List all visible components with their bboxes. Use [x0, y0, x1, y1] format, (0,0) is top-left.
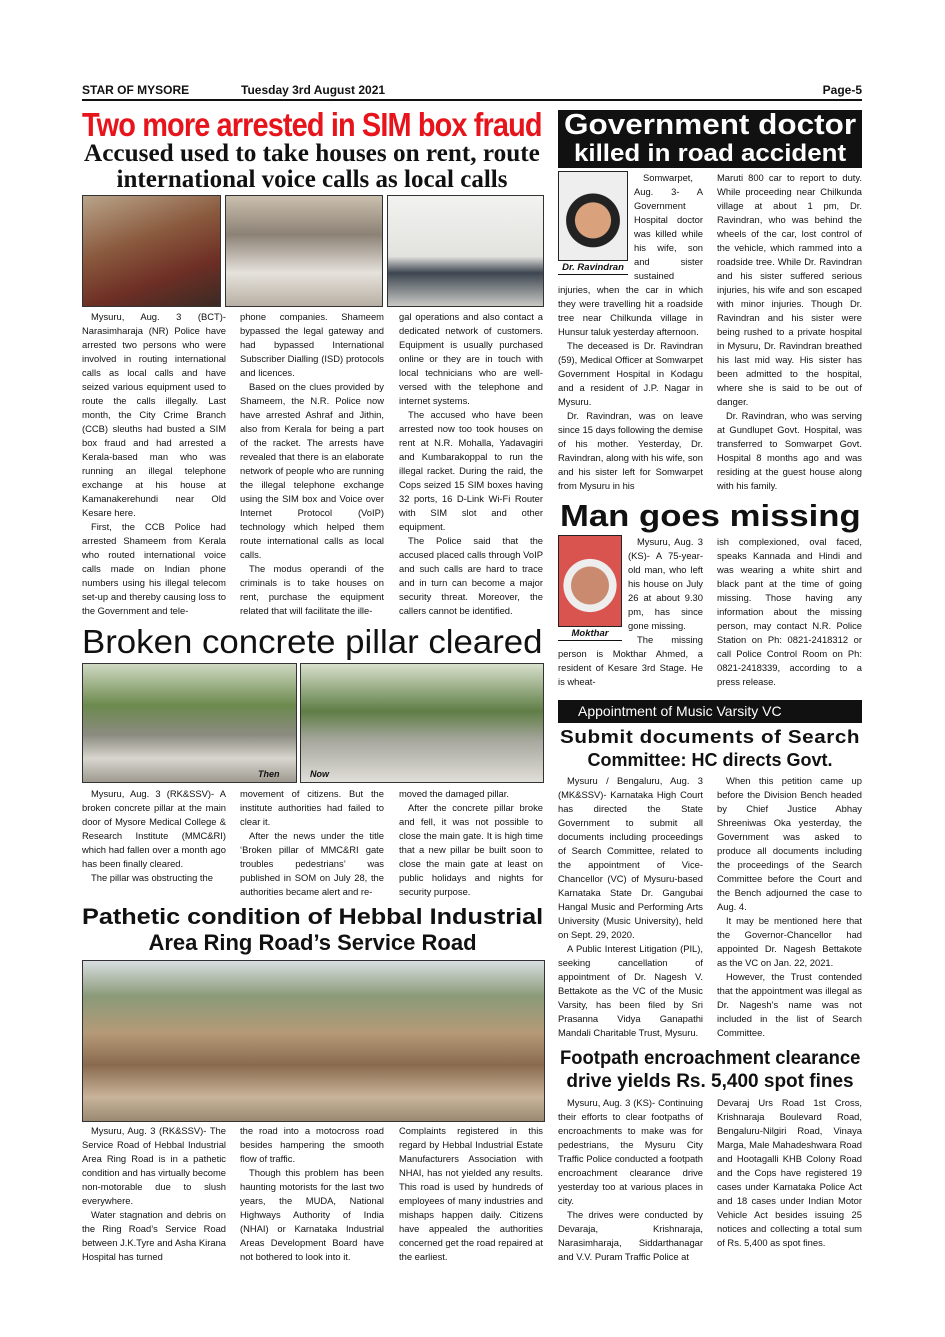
paragraph: Mysuru, Aug. 3 (RK&SSV)- A broken concrete pillar at the main door of Mysore Medical College & Research Institute (MMC&RI) which had fallen over a month ago has been finally cleared.: [82, 788, 226, 869]
paragraph: Dr. Ravindran, who was serving at Gundlupet Govt. Hospital, was transferred to Somwarpet Govt. Hospital 8 months ago and was residing at the guest house along with his family.: [717, 410, 862, 491]
paragraph: Complaints registered in this regard by Hebbal Industrial Estate Manufacturers Association with NHAI, has not yielded any results. This road is used by hundreds of employees of many industries and mishaps happen daily. Citizens have appealed the authorities concerned get the road repaired at the earliest.: [399, 1125, 543, 1262]
hebbal-road-photo: [82, 960, 545, 1122]
hebbal-col-1: [82, 1124, 226, 1266]
sim-equipment-photo-2: [225, 195, 383, 307]
pillar-headline: [82, 623, 543, 661]
sim-headline: [82, 106, 542, 142]
vc-kicker: Appointment of Music Varsity VC: [558, 700, 862, 723]
missing-headline: [560, 498, 861, 532]
pillar-col-1: [82, 787, 226, 899]
vc-col-2: [717, 774, 862, 1044]
paragraph: Mysuru / Bengaluru, Aug. 3 (MK&SSV)- Karnataka High Court has directed the State Government to submit all documents including proceedings of Search Committee, related to the appointment of Vice-Chancellor (VC) of Mysuru-based Karnataka State Dr. Gangubai Hangal Music and Performing Arts University (Music University), held on Sept. 29, 2020.: [558, 775, 703, 940]
paragraph: The drives were conducted by Devaraja, Krishnaraja, Narasimharaja, Siddarthanagar and V.V. Puram Traffic Police at: [558, 1209, 703, 1262]
paragraph: Maruti 800 car to report to duty. While proceeding near Chilkunda village at about 1 pm, Dr. Ravindran, who was behind the wheels of the car, lost control of the vehicle, which rammed into a roadside tree. While Dr. Ravindran and his sister suffered serious injuries, his wife and son escaped with minor injuries. Though Dr. Ravindran and his sister were being rushed to a private hospital in Mysuru, Dr. Ravindran breathed his last mid way. His sister has been admitted to the hospital, where she is said to be out of danger.: [717, 172, 862, 407]
paragraph: The deceased is Dr. Ravindran (59), Medical Officer at Somwarpet Government Hospital in Kodagu and a resident of J.P. Nagar in Mysuru.: [558, 340, 703, 407]
paragraph: The Police said that the accused placed calls through VoIP and such calls are hard to trace and in turn can become a major security threat. Moreover, the callers cannot be identified.: [399, 535, 543, 616]
sim-equipment-photo-3: [387, 195, 544, 307]
missing-col-1: [558, 535, 703, 691]
missing-photo-caption: Mokthar: [558, 628, 622, 641]
paper-name: STAR OF MYSORE: [82, 83, 190, 97]
paragraph: Mysuru, Aug. 3 (KS)- A 75-year-old man, who left his house on July 26 at about 9.30 pm, has since gone missing.: [628, 536, 703, 631]
paragraph: Based on the clues provided by Shameem, the N.R. Police now have arrested Ashraf and Jithin, also from Kerala for being a part of the racket. The arrests have revealed that there is an elaborate network of people who are running the illegal telephone exchange using the SIM box and Voice over Internet Protocol (VoIP) technology which helped them route international calls as local calls.: [240, 381, 384, 560]
sim-subhead-1: [84, 140, 540, 166]
vc-headline-2: Committee: HC directs Govt.: [587, 750, 833, 770]
hebbal-headline-1: [82, 904, 543, 930]
paragraph: The missing person is Mokthar Ahmed, a resident of Kesare 3rd Stage. He is wheat-: [558, 634, 703, 687]
footpath-col-1: [558, 1096, 703, 1268]
paragraph: The accused who have been arrested now too took houses on rent at N.R. Mohalla, Yadavagiri and Kumbarakoppal to run the illegal racket. During the raid, the Cops seized 15 SIM boxes having 32 ports, 16 D-Link Wi-Fi Router with SIM slot and other equipment.: [399, 409, 543, 532]
masthead-rule: [82, 99, 862, 101]
doctor-col-1: [558, 171, 703, 493]
hebbal-col-2: [240, 1124, 384, 1266]
paragraph: The modus operandi of the criminals is to take houses on rent, purchase the equipment related that will facilitate the ille-: [240, 563, 384, 616]
paragraph: Water stagnation and debris on the Ring Road’s Service Road between J.K.Tyre and Asha Kirana Hospital has turned: [82, 1209, 226, 1262]
missing-col-2: [717, 535, 862, 691]
paragraph: After the news under the title ‘Broken pillar of MMC&RI gate troubles pedestrians’ was published in SOM on July 28, the authorities became alert and re-: [240, 830, 384, 897]
paragraph: First, the CCB Police had arrested Shameem from Kerala who routed international voice calls made on Indian phone numbers using his illegal telecom set-up and thereby causing loss to the Government and tele-: [82, 521, 226, 616]
sim-subhead-2: international voice calls as local calls: [116, 166, 508, 193]
sim-col-3: [399, 310, 543, 620]
footpath-headline-line: Footpath encroachment clearance: [560, 1048, 861, 1069]
footpath-headline-2: drive yields Rs. 5,400 spot fines: [566, 1071, 854, 1092]
paragraph: moved the damaged pillar.: [399, 788, 509, 799]
photo-caption-then: Then: [258, 769, 280, 779]
pillar-col-2: [240, 787, 384, 899]
vc-headline-line: Submit documents of Search: [560, 727, 861, 747]
pillar-then-photo: [82, 663, 297, 783]
pillar-headline-text: Broken concrete pillar cleared: [82, 623, 543, 660]
paragraph: It may be mentioned here that the Governor-Chancellor had appointed Dr. Nagesh Bettakote as the VC on Jan. 22, 2021.: [717, 915, 862, 968]
sim-col-2: [240, 310, 384, 620]
missing-person-photo: [558, 535, 622, 627]
page-number: Page-5: [822, 83, 862, 97]
paragraph: Devaraj Urs Road 1st Cross, Krishnaraja Boulevard Road, Bengaluru-Nilgiri Road, Vinaya Marga, Male Mahadeshwara Road and Hootagalli KHB Colony Road and the Cops have registered 19 cases under Karnataka Police Act and 18 cases under Indian Motor Vehicle Act besides issuing 25 notices and collecting a total sum of Rs. 5,400 as spot fines.: [717, 1097, 862, 1248]
paragraph: gal operations and also contact a dedicated network of customers. Equipment is usually purchased online or they are in touch with local technicians who are well-versed with the telephone and internet systems.: [399, 311, 543, 406]
paragraph: However, the Trust contended that the appointment was illegal as Dr. Nagesh’s name was not included in the list of Search Committee.: [717, 971, 862, 1038]
paragraph: phone companies. Shameem bypassed the legal gateway and had bypassed International Subscriber Dialling (ISD) protocols and licences.: [240, 311, 384, 378]
issue-date: Tuesday 3rd August 2021: [241, 83, 386, 97]
doctor-headline-box: [558, 110, 862, 168]
sim-subhead-line: Accused used to take houses on rent, route: [84, 140, 540, 167]
paragraph: Mysuru, Aug. 3 (RK&SSV)- The Service Road of Hebbal Industrial Area Ring Road is in a pathetic condition and has virtually become non-motorable due to slush everywhere.: [82, 1125, 226, 1206]
photo-caption-now: Now: [310, 769, 329, 779]
doctor-photo-caption: Dr. Ravindran: [558, 262, 628, 275]
sim-equipment-photo-1: [82, 195, 221, 307]
missing-headline-text: Man goes missing: [560, 498, 861, 533]
hebbal-headline-line: Pathetic condition of Hebbal Industrial: [82, 904, 544, 929]
paragraph: The pillar was obstructing the: [91, 872, 213, 883]
footpath-col-2: [717, 1096, 862, 1268]
doctor-headline-line: killed in road accident: [574, 140, 847, 167]
paragraph: movement of citizens. But the institute authorities had failed to clear it.: [240, 788, 384, 827]
hebbal-headline-2: Area Ring Road’s Service Road: [148, 930, 477, 955]
paragraph: When this petition came up before the Division Bench headed by Chief Justice Abhay Shreeniwas Oka yesterday, the Government was asked to produce all documents including the proceedings of the Search Committee before the Court and the Bench adjourned the case to Aug. 4.: [717, 775, 862, 912]
footpath-headline-1: [560, 1048, 860, 1070]
vc-col-1: [558, 774, 703, 1044]
vc-headline-1: [560, 726, 860, 748]
paragraph: Somwarpet, Aug. 3- A Government Hospital doctor was killed while his wife, son and sister sustained injuries, when the car in which they were travelling hit a roadside tree near Chilkunda village in Hunsur taluk yesterday afternoon.: [558, 172, 703, 337]
sim-headline-text: Two more arrested in SIM box fraud: [82, 106, 542, 143]
paragraph: Though this problem has been haunting motorists for the last two years, the MUDA, National Highways Authority of India (NHAI) or Karnataka Industrial Areas Development Board have not bothered to look into it.: [240, 1167, 384, 1262]
paragraph: Mysuru, Aug. 3 (BCT)- Narasimharaja (NR) Police have arrested two persons who were involved in routing international calls as local calls and have seized various equipment used to route the calls illegally. Last month, the City Crime Branch (CCB) sleuths had busted a SIM box fraud and had arrested a Kerala-based man who was running an illegal telephone exchange at his house at Kamanakerehundi near Old Kesare here.: [82, 311, 226, 518]
sim-col-1: [82, 310, 226, 620]
paragraph: Dr. Ravindran, was on leave since 15 days following the demise of his mother. Yesterday, Dr. Ravindran, along with his wife, son and his sister left for Somwarpet from Mysuru in his: [558, 410, 703, 491]
doctor-col-2: [717, 171, 862, 493]
paragraph: After the concrete pillar broke and fell, it was not possible to close the main gate. It is high time that a new pillar be built soon to close the main gate at least on public holidays and nights for security purpose.: [399, 802, 543, 897]
doctor-portrait: [558, 171, 628, 275]
doctor-headline-line: Government doctor: [564, 109, 857, 141]
pillar-col-3: [399, 787, 543, 899]
paragraph: ish complexioned, oval faced, speaks Kannada and Hindi and was wearing a white shirt and black pant at the time of going missing. Those having any information about the missing person, may contact N.R. Police Station on Ph: 0821-2418312 or call Police Control Room on Ph: 0821-2418339, according to a press release.: [717, 536, 862, 687]
paragraph: Mysuru, Aug. 3 (KS)- Continuing their efforts to clear footpaths of encroachments to make was for pedestrians, the Mysuru City Traffic Police conducted a footpath encroachment clearance drive yesterday too at various places in city.: [558, 1097, 703, 1206]
hebbal-col-3: [399, 1124, 543, 1266]
doctor-photo: [558, 171, 628, 261]
paragraph: the road into a motocross road besides hampering the smooth flow of traffic.: [240, 1125, 384, 1164]
missing-portrait: [558, 535, 622, 641]
paragraph: A Public Interest Litigation (PIL), seeking cancellation of appointment of Dr. Nagesh V. Bettakote as the VC of the Music Varsity, has been filed by Sri Prasanna Vidya Ganapathi Mandali Charitable Trust, Mysuru.: [558, 943, 703, 1038]
pillar-now-photo: [300, 663, 544, 783]
